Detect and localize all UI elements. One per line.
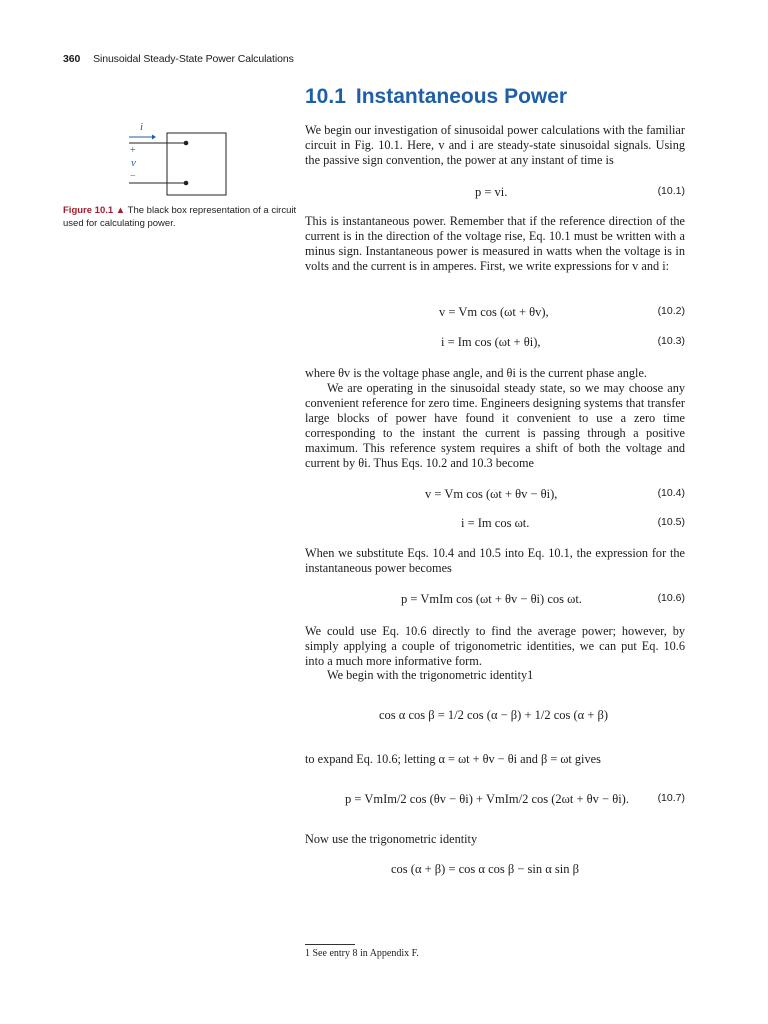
equation-10-5-tag: (10.5) <box>657 516 685 528</box>
caption-text: The black box representation of a circuit used for calculating power. <box>63 205 297 229</box>
top-node <box>184 141 189 146</box>
equation-10-4-tag: (10.4) <box>657 487 685 499</box>
section-number: 10.1 <box>305 85 346 108</box>
equation-10-7 <box>305 792 685 812</box>
equation-10-6-body: p = VmIm cos (ωt + θv − θi) cos ωt. <box>401 592 582 606</box>
paragraph-1: We begin our investigation of sinusoidal power calculations with the familiar circuit in Fig. 10.1. Here, v and i are steady-state sinusoidal signals. Using the passive sign convention, the power at any instant of time is <box>305 123 685 167</box>
paragraph-7-text: We begin with the trigonometric identity1 <box>327 668 534 682</box>
equation-10-1-body: p = vi. <box>475 185 508 199</box>
equation-10-7-tag: (10.7) <box>657 792 685 804</box>
figure-label: Figure 10.1 ▲ <box>63 205 126 216</box>
paragraph-5: When we substitute Eqs. 10.4 and 10.5 into Eq. 10.1, the expression for the instantaneous power becomes <box>305 546 685 575</box>
equation-10-3 <box>305 335 685 351</box>
paragraph-2: This is instantaneous power. Remember that if the reference direction of the current is in the direction of the voltage rise, Eq. 10.1 must be written with a minus sign. Instantaneous power is measured in watts when the voltage is in volts and the current is in amperes. First, we write expressions for v and i: <box>305 214 685 273</box>
equation-10-3-body: i = Im cos (ωt + θi), <box>441 335 541 349</box>
equation-10-6 <box>305 592 685 608</box>
equation-10-4 <box>305 487 685 503</box>
footnote-rule <box>305 944 355 945</box>
trig-identity-1-body: cos α cos β = 1/2 cos (α − β) + 1/2 cos (α + β) <box>379 708 609 722</box>
equation-10-5 <box>305 516 685 532</box>
equation-10-2-tag: (10.2) <box>657 305 685 317</box>
equation-10-1-tag: (10.1) <box>657 185 685 197</box>
equation-10-7-body: p = VmIm/2 cos (θv − θi) + VmIm/2 cos (2ωt + θv − θi). <box>345 792 629 806</box>
equation-10-4-body: v = Vm cos (ωt + θv − θi), <box>425 487 558 501</box>
paragraph-3: where θv is the voltage phase angle, and θi is the current phase angle. <box>305 366 647 380</box>
footnote: 1 See entry 8 in Appendix F. <box>305 948 419 959</box>
bottom-node <box>184 181 189 186</box>
page-number: 360 <box>63 53 81 65</box>
trig-identity-1 <box>305 708 685 728</box>
equation-10-5-body: i = Im cos ωt. <box>461 516 530 530</box>
section-title: Instantaneous Power <box>355 85 568 108</box>
section-heading <box>305 85 567 109</box>
equation-10-1 <box>305 185 685 201</box>
voltage-label: v <box>131 157 136 169</box>
equation-10-3-tag: (10.3) <box>657 335 685 347</box>
trig-identity-2 <box>305 862 685 878</box>
paragraph-7 <box>305 668 685 683</box>
current-label: i <box>140 121 144 133</box>
trig-identity-2-body: cos (α + β) = cos α cos β − sin α sin β <box>391 862 579 876</box>
equation-10-6-tag: (10.6) <box>657 592 685 604</box>
black-box <box>167 133 226 195</box>
paragraph-4-text: We are operating in the sinusoidal steady state, so we may choose any convenient reference for zero time. Engineers designing systems that transfer large blocks of power have found it convenient to use a zero time corresponding to the instant the current is passing through a positive maximum. This reference system requires a shift of both the voltage and current by θi. Thus Eqs. 10.2 and 10.3 become <box>305 381 685 470</box>
paragraph-6: We could use Eq. 10.6 directly to find the average power; however, by simply applying a couple of trigonometric identities, we can put Eq. 10.6 into a much more informative form. <box>305 624 685 668</box>
paragraph-9: Now use the trigonometric identity <box>305 832 478 846</box>
current-arrowhead <box>152 135 156 140</box>
plus-sign: + <box>130 145 136 156</box>
equation-10-2 <box>305 305 685 321</box>
paragraph-8: to expand Eq. 10.6; letting α = ωt + θv − θi and β = ωt gives <box>305 752 601 766</box>
figure-caption <box>63 204 298 230</box>
paragraph-4 <box>305 381 685 471</box>
minus-sign: − <box>130 171 136 182</box>
running-title: Sinusoidal Steady-State Power Calculations <box>93 53 294 65</box>
equation-10-2-body: v = Vm cos (ωt + θv), <box>439 305 549 319</box>
running-header <box>63 53 294 65</box>
black-box-circuit-figure <box>120 118 240 200</box>
